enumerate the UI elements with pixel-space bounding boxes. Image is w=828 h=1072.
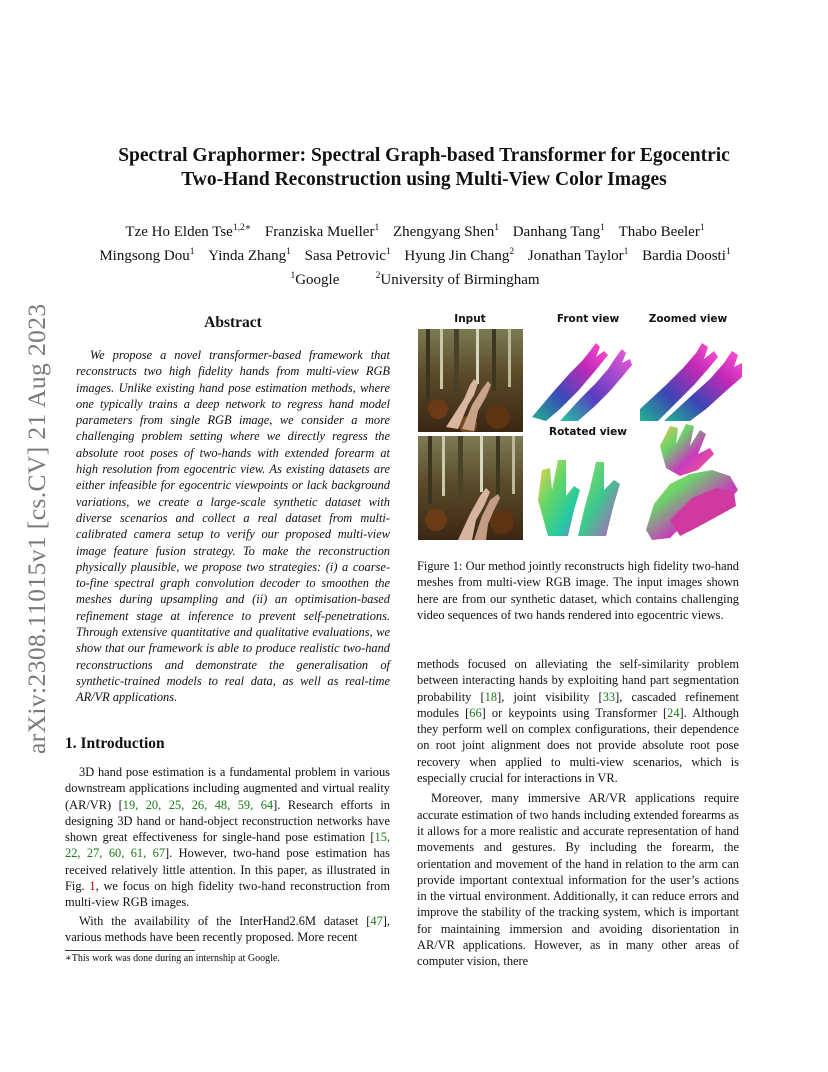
abstract-heading: Abstract bbox=[204, 314, 262, 331]
author: Tze Ho Elden Tse$^{1,2∗}$ bbox=[125, 223, 252, 240]
footnote: ∗This work was done during an internship at Google. bbox=[65, 953, 280, 964]
intro-paragraph-1: 3D hand pose estimation is a fundamental problem in various downstream applications including augmented and virtual reality (AR/VR) [19, 20, 25, 26, 48, 59, 64]. Research efforts in designing 3D hand or hand-object reconstruction networks have shown great effectiveness for single-hand pose estimation [15, 22, 27, 60, 61, 67]. However, two-hand pose estimation has received relatively little attention. In this paper, as illustrated in Fig. 1, we focus on high fidelity two-hand reconstruction from multi-view RGB images. bbox=[65, 765, 391, 910]
citation-link[interactable]: 47 bbox=[370, 913, 383, 928]
citation-link[interactable]: 66 bbox=[469, 705, 482, 720]
author: Zhengyang Shen$^1$ bbox=[392, 223, 499, 240]
intro-paragraph-2: With the availability of the InterHand2.6M dataset [47], various methods have been recently proposed. More recent bbox=[65, 913, 390, 944]
figure-label-input: Input bbox=[454, 313, 486, 325]
section-heading-introduction: 1. Introduction bbox=[65, 735, 165, 752]
abstract-text: We propose a novel transformer-based framework that reconstructs two high fidelity hands from multi-view RGB images. Unlike existing hand pose estimation methods, where one typically trains a deep network to regress hand model parameters from single RGB image, we consider a more challenging problem setting where we directly regress the absolute root poses of two-hands with extended forearm at high resolution from egocentric view. As existing datasets are either infeasible for egocentric viewpoints or lack background variations, we create a large-scale synthetic dataset with diverse scenarios and collect a real dataset from multi-calibrated camera setup to verify our proposed multi-view image feature fusion strategy. To make the reconstruction physically plausible, we propose two strategies: (i) a coarse-to-fine spectral graph convolution decoder to smoothen the meshes during upsampling and (ii) an optimisation-based refinement stage at inference to prevent self-penetrations. Through extensive quantitative and qualitative evaluations, we show that our framework is able to produce realistic two-hand reconstructions and demonstrate the generalisation of synthetic-trained models to real data, as well as real-time AR/VR applications. bbox=[76, 348, 390, 705]
rotated-view-render-1 bbox=[530, 440, 637, 540]
front-view-render bbox=[530, 329, 637, 421]
author: Thabo Beeler$^1$ bbox=[618, 223, 705, 240]
citation-link[interactable]: 33 bbox=[602, 689, 616, 704]
introduction-body bbox=[65, 764, 390, 945]
affiliations bbox=[50, 266, 780, 290]
zoomed-view-render bbox=[640, 329, 742, 421]
title-line-1: Spectral Graphormer: Spectral Graph-based Transformer for Egocentric bbox=[118, 145, 730, 166]
figure-1-caption: Figure 1: Our method jointly reconstructs high fidelity two-hand meshes from multi-view RGB image. The input images shown here are from our synthetic dataset, which contains challenging video sequences of two hands rendered into egocentric views. bbox=[417, 559, 739, 622]
figure-label-rotated-view: Rotated view bbox=[549, 426, 627, 438]
author-row-1 bbox=[50, 218, 780, 242]
figure-label-front-view: Front view bbox=[556, 313, 620, 325]
author: Sasa Petrovic$^1$ bbox=[304, 247, 391, 264]
author: Danhang Tang$^1$ bbox=[512, 223, 605, 240]
author: Hyung Jin Chang$^2$ bbox=[404, 247, 515, 264]
input-photo-1 bbox=[418, 329, 523, 432]
affiliation-google: $^1$Google bbox=[290, 271, 340, 288]
right-column-body bbox=[417, 656, 739, 970]
right-paragraph-2: Moreover, many immersive AR/VR applications require accurate estimation of two hands including extended forearms as it allows for a more realistic and accurate representation of hand movements and gestures. By including the forearm, the orientation and movement of the hand in relation to the arm can provide important contextual information for the user’s actions in the virtual environment. Additionally, it can reduce errors and improve the stability of the tracking system, which is important for maintaining immersion and avoiding disorientation in AR/VR applications. However, as in many other areas of computer vision, there bbox=[417, 791, 739, 969]
title-line-2: Two-Hand Reconstruction using Multi-View Color Images bbox=[181, 169, 667, 190]
citation-link[interactable]: 15, 22, 27, 60, 61, 67 bbox=[65, 830, 390, 861]
right-paragraph-1: methods focused on alleviating the self-similarity problem between interacting hands by exploiting hand part segmentation probability [18], joint visibility [33], cascaded refinement modules [66] or keypoints using Transformer [24]. Although they perform well on complex configurations, their dependence on root joint alignment does not provide absolute root pose recovery when applied to multi-view scenarios, which is especially crucial for interactions in VR. bbox=[417, 657, 740, 786]
author-row-2 bbox=[50, 242, 780, 266]
paper-title bbox=[70, 144, 778, 192]
footnote-rule bbox=[65, 950, 195, 951]
input-photo-2 bbox=[418, 436, 523, 540]
figure-label-zoomed-view: Zoomed view bbox=[648, 313, 728, 325]
citation-link[interactable]: 19, 20, 25, 26, 48, 59, 64 bbox=[122, 797, 274, 812]
author-block bbox=[50, 218, 780, 290]
figure-reference-link[interactable]: 1 bbox=[89, 879, 96, 894]
citation-link[interactable]: 24 bbox=[667, 705, 680, 720]
rotated-view-render-2 bbox=[640, 420, 742, 540]
author: Yinda Zhang$^1$ bbox=[208, 247, 291, 264]
affiliation-birmingham: $^2$University of Birmingham bbox=[375, 271, 540, 288]
citation-link[interactable]: 18 bbox=[484, 689, 498, 704]
author: Bardia Doosti$^1$ bbox=[642, 247, 731, 264]
author: Mingsong Dou$^1$ bbox=[99, 247, 195, 264]
author: Jonathan Taylor$^1$ bbox=[527, 247, 629, 264]
arxiv-identifier: arXiv:2308.11015v1 [cs.CV] 21 Aug 2023 bbox=[22, 303, 51, 754]
author: Franziska Mueller$^1$ bbox=[264, 223, 380, 240]
